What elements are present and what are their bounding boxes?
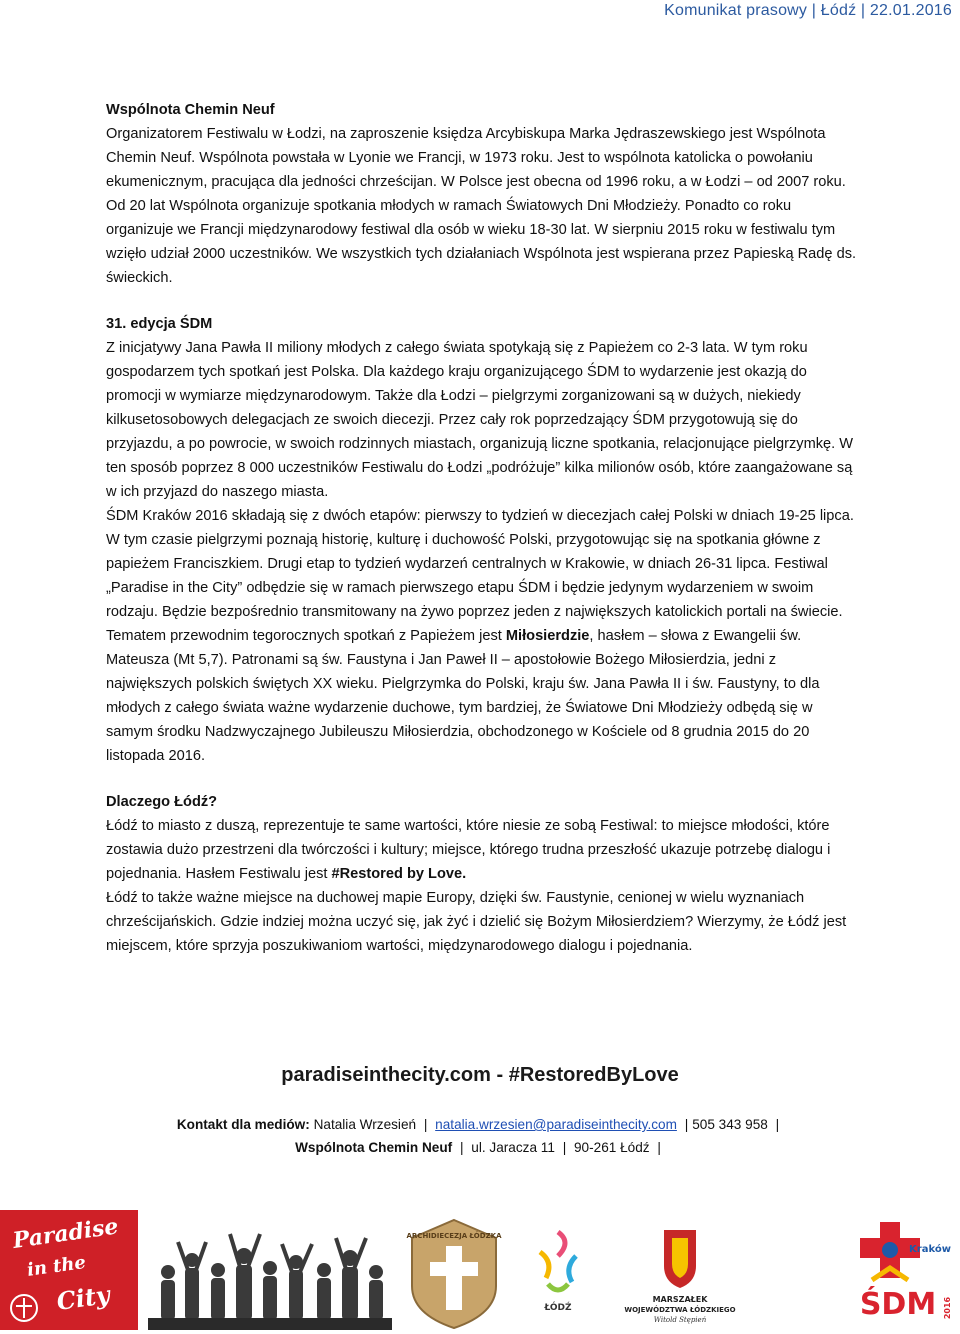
city-logo-shape-icon bbox=[569, 1256, 576, 1282]
partner-logos bbox=[0, 1208, 960, 1332]
sdm-city: Kraków bbox=[909, 1244, 951, 1255]
sdm-krakow-logo bbox=[842, 1218, 958, 1328]
coat-of-arms-icon bbox=[672, 1238, 688, 1278]
org-postal: 90-261 Łódź bbox=[574, 1140, 650, 1155]
paragraph-lodz-2: Łódź to także ważne miejsce na duchowej mapie Europy, dzięki św. Faustynie, cenionej w wielu wyznaniach chrześcijańskich. Gdzie indziej można uczyć się, jak żyć i dzielić się Bożym Miłosierdziem? Wierzymy, że Łódź jest miejscem, które sprzyja poszukiwaniom wartości, międzynarodowego dialogu i pojednania. bbox=[106, 890, 847, 954]
marshal-voivodeship-logo bbox=[620, 1226, 740, 1326]
separator: | bbox=[423, 1117, 428, 1132]
paragraph-lodz-1 bbox=[106, 814, 858, 886]
org-name: Wspólnota Chemin Neuf bbox=[295, 1140, 453, 1155]
contact-phone: 505 343 958 bbox=[692, 1117, 768, 1132]
separator: | bbox=[684, 1117, 689, 1132]
paragraph-sdm-3-start: Tematem przewodnim tegorocznych spotkań z Papieżem jest bbox=[106, 628, 506, 644]
page-header: Komunikat prasowy | Łódź | 22.01.2016 bbox=[664, 2, 952, 19]
ground-strip bbox=[148, 1318, 392, 1330]
contact-name: Natalia Wrzesień bbox=[313, 1117, 417, 1132]
voivodeship-name: WOJEWÓDZTWA ŁÓDZKIEGO bbox=[624, 1306, 736, 1314]
contact-line-1 bbox=[0, 1114, 960, 1136]
separator: | bbox=[562, 1140, 567, 1155]
contact-line-2 bbox=[0, 1137, 960, 1159]
paradise-logo-line3: City bbox=[54, 1279, 112, 1316]
cross-icon bbox=[446, 1246, 462, 1310]
section-chemin-neuf bbox=[106, 98, 858, 290]
sdm-circle-icon bbox=[882, 1242, 898, 1258]
separator: | bbox=[775, 1117, 780, 1132]
city-logo-shape-icon bbox=[548, 1284, 568, 1290]
sdm-acronym: ŚDM bbox=[859, 1287, 937, 1322]
separator: | bbox=[459, 1140, 464, 1155]
marshal-title: MARSZAŁEK bbox=[652, 1295, 708, 1304]
separator: | bbox=[657, 1140, 661, 1155]
paragraph-sdm-3 bbox=[106, 624, 858, 768]
paragraph-sdm-3-end: , hasłem – słowa z Ewangelii św. Mateusza (Mt 5,7). Patronami są św. Faustyna i Jan Paweł II – apostołowie Bożego Miłosierdzia, jedni z największych polskich świętych XX wieku. Pielgrzymka do Polski, kraju św. Jana Pawła II i św. Faustyny, to dla młodych z całego świata ważne wydarzenie duchowe, tym bardziej, że Światowe Dni Młodzieży odbędą się w samym środku Nadzwyczajnego Jubileuszu Miłosierdzia, obchodzonego w Kościele od 8 grudnia 2015 do 20 listopada 2016. bbox=[106, 628, 820, 764]
site-tagline: paradiseinthecity.com - #RestoredByLove bbox=[281, 1064, 679, 1086]
sdm-year: 2016 bbox=[943, 1296, 952, 1320]
section-sdm bbox=[106, 312, 858, 768]
youth-silhouettes-image bbox=[148, 1212, 392, 1330]
archdiocese-name: ARCHIDIECEZJA ŁÓDZKA bbox=[406, 1232, 502, 1240]
paragraph-sdm-2: ŚDM Kraków 2016 składają się z dwóch etapów: pierwszy to tydzień w diecezjach całej Polski w dniach 19-25 lipca. W tym czasie pielgrzymi poznają historię, kulturę i duchowość Polski, przygotowując się na spotkania główne z papieżem Franciszkiem. Drugi etap to tydzień wydarzeń centralnych w Krakowie, w dniach 26-31 lipca. Festiwal „Paradise in the City” odbędzie się w ramach pierwszego etapu ŚDM i będzie jedynym wydarzeniem w swoim rodzaju. Będzie bezpośrednio transmitowany na żywo poprzez jeden z największych katolickich portali na świecie. bbox=[106, 508, 854, 620]
section-title-why-lodz: Dlaczego Łódź? bbox=[106, 794, 218, 810]
paragraph-lodz-1-start: Łódź to miasto z duszą, reprezentuje te same wartości, które niesie ze sobą Festiwal: to miejsce młodości, które zostawia dużo przestrzeni dla twórczości i kultury; miejsce, którego trudna przeszłość ukazuje potrzebę dialogu i pojednania. Hasłem Festiwalu jest bbox=[106, 818, 831, 882]
document-body bbox=[106, 98, 858, 980]
cross-icon bbox=[430, 1262, 478, 1276]
mercy-keyword: Miłosierdzie bbox=[505, 628, 590, 644]
paragraph-sdm-1: Z inicjatywy Jana Pawła II miliony młodych z całego świata spotykają się z Papieżem co 2-3 lata. W tym roku gospodarzem tych spotkań jest Polska. Dla każdego kraju organizującego ŚDM to wydarzenie jest okazją do promocji w wymiarze międzynarodowym. Także dla Łodzi – pielgrzymi zorganizowani są w dużych, niekiedy kilkusetosobowych delegacjach ze swoich diecezji. Przez cały rok poprzedzający ŚDM przygotowują się do przyjazdu, a po powrocie, w swoich rodzinnych miastach, organizują liczne spotkania, relacjonujące pielgrzymkę. W ten sposób poprzez 8 000 uczestników Festiwalu do Łodzi „podróżuje” kilka milionów osób, które zaangażowane są w ich przyjazd do naszego miasta. bbox=[106, 340, 854, 500]
festival-motto: #Restored by Love. bbox=[331, 866, 467, 882]
org-address: ul. Jaracza 11 bbox=[471, 1140, 555, 1155]
city-logo-shape-icon bbox=[540, 1252, 549, 1278]
contact-label: Kontakt dla mediów: bbox=[176, 1117, 310, 1132]
lodz-logo-text: ŁÓDŹ bbox=[544, 1303, 572, 1313]
marshal-signature: Witold Stępień bbox=[653, 1316, 707, 1324]
paradise-logo-line1: Paradise bbox=[11, 1213, 120, 1254]
archdiocese-logo bbox=[406, 1216, 502, 1330]
city-logo-shape-icon bbox=[558, 1232, 565, 1256]
contact-email-link[interactable]: natalia.wrzesien@paradiseinthecity.com bbox=[435, 1117, 677, 1132]
section-title-chemin-neuf: Wspólnota Chemin Neuf bbox=[106, 102, 275, 118]
paragraph-chemin-neuf: Organizatorem Festiwalu w Łodzi, na zaproszenie księdza Arcybiskupa Marka Jędraszewskiego jest Wspólnota Chemin Neuf. Wspólnota powstała w Lyonie we Francji, w 1973 roku. Jest to wspólnota katolicka o powołaniu ekumenicznym, pracująca dla jedności chrześcijan. W Polsce jest obecna od 1996 roku, a w Łodzi – od 2007 roku. Od 20 lat Wspólnota organizuje spotkania młodych w ramach Światowych Dni Młodzieży. Ponadto co roku organizuje we Francji międzynarodowy festiwal dla osób w wieku 18-30 lat. W sierpniu 2015 roku w festiwalu tym wzięło udział 2000 uczestników. We wszystkich tych działaniach Wspólnota jest wspierana przez Papieską Radę ds. świeckich. bbox=[106, 126, 857, 286]
paradise-logo-line2: in the bbox=[25, 1251, 88, 1281]
section-why-lodz bbox=[106, 790, 858, 958]
lodz-city-logo bbox=[528, 1222, 588, 1322]
paradise-in-the-city-logo bbox=[0, 1210, 138, 1330]
section-title-sdm: 31. edycja ŚDM bbox=[106, 316, 213, 332]
